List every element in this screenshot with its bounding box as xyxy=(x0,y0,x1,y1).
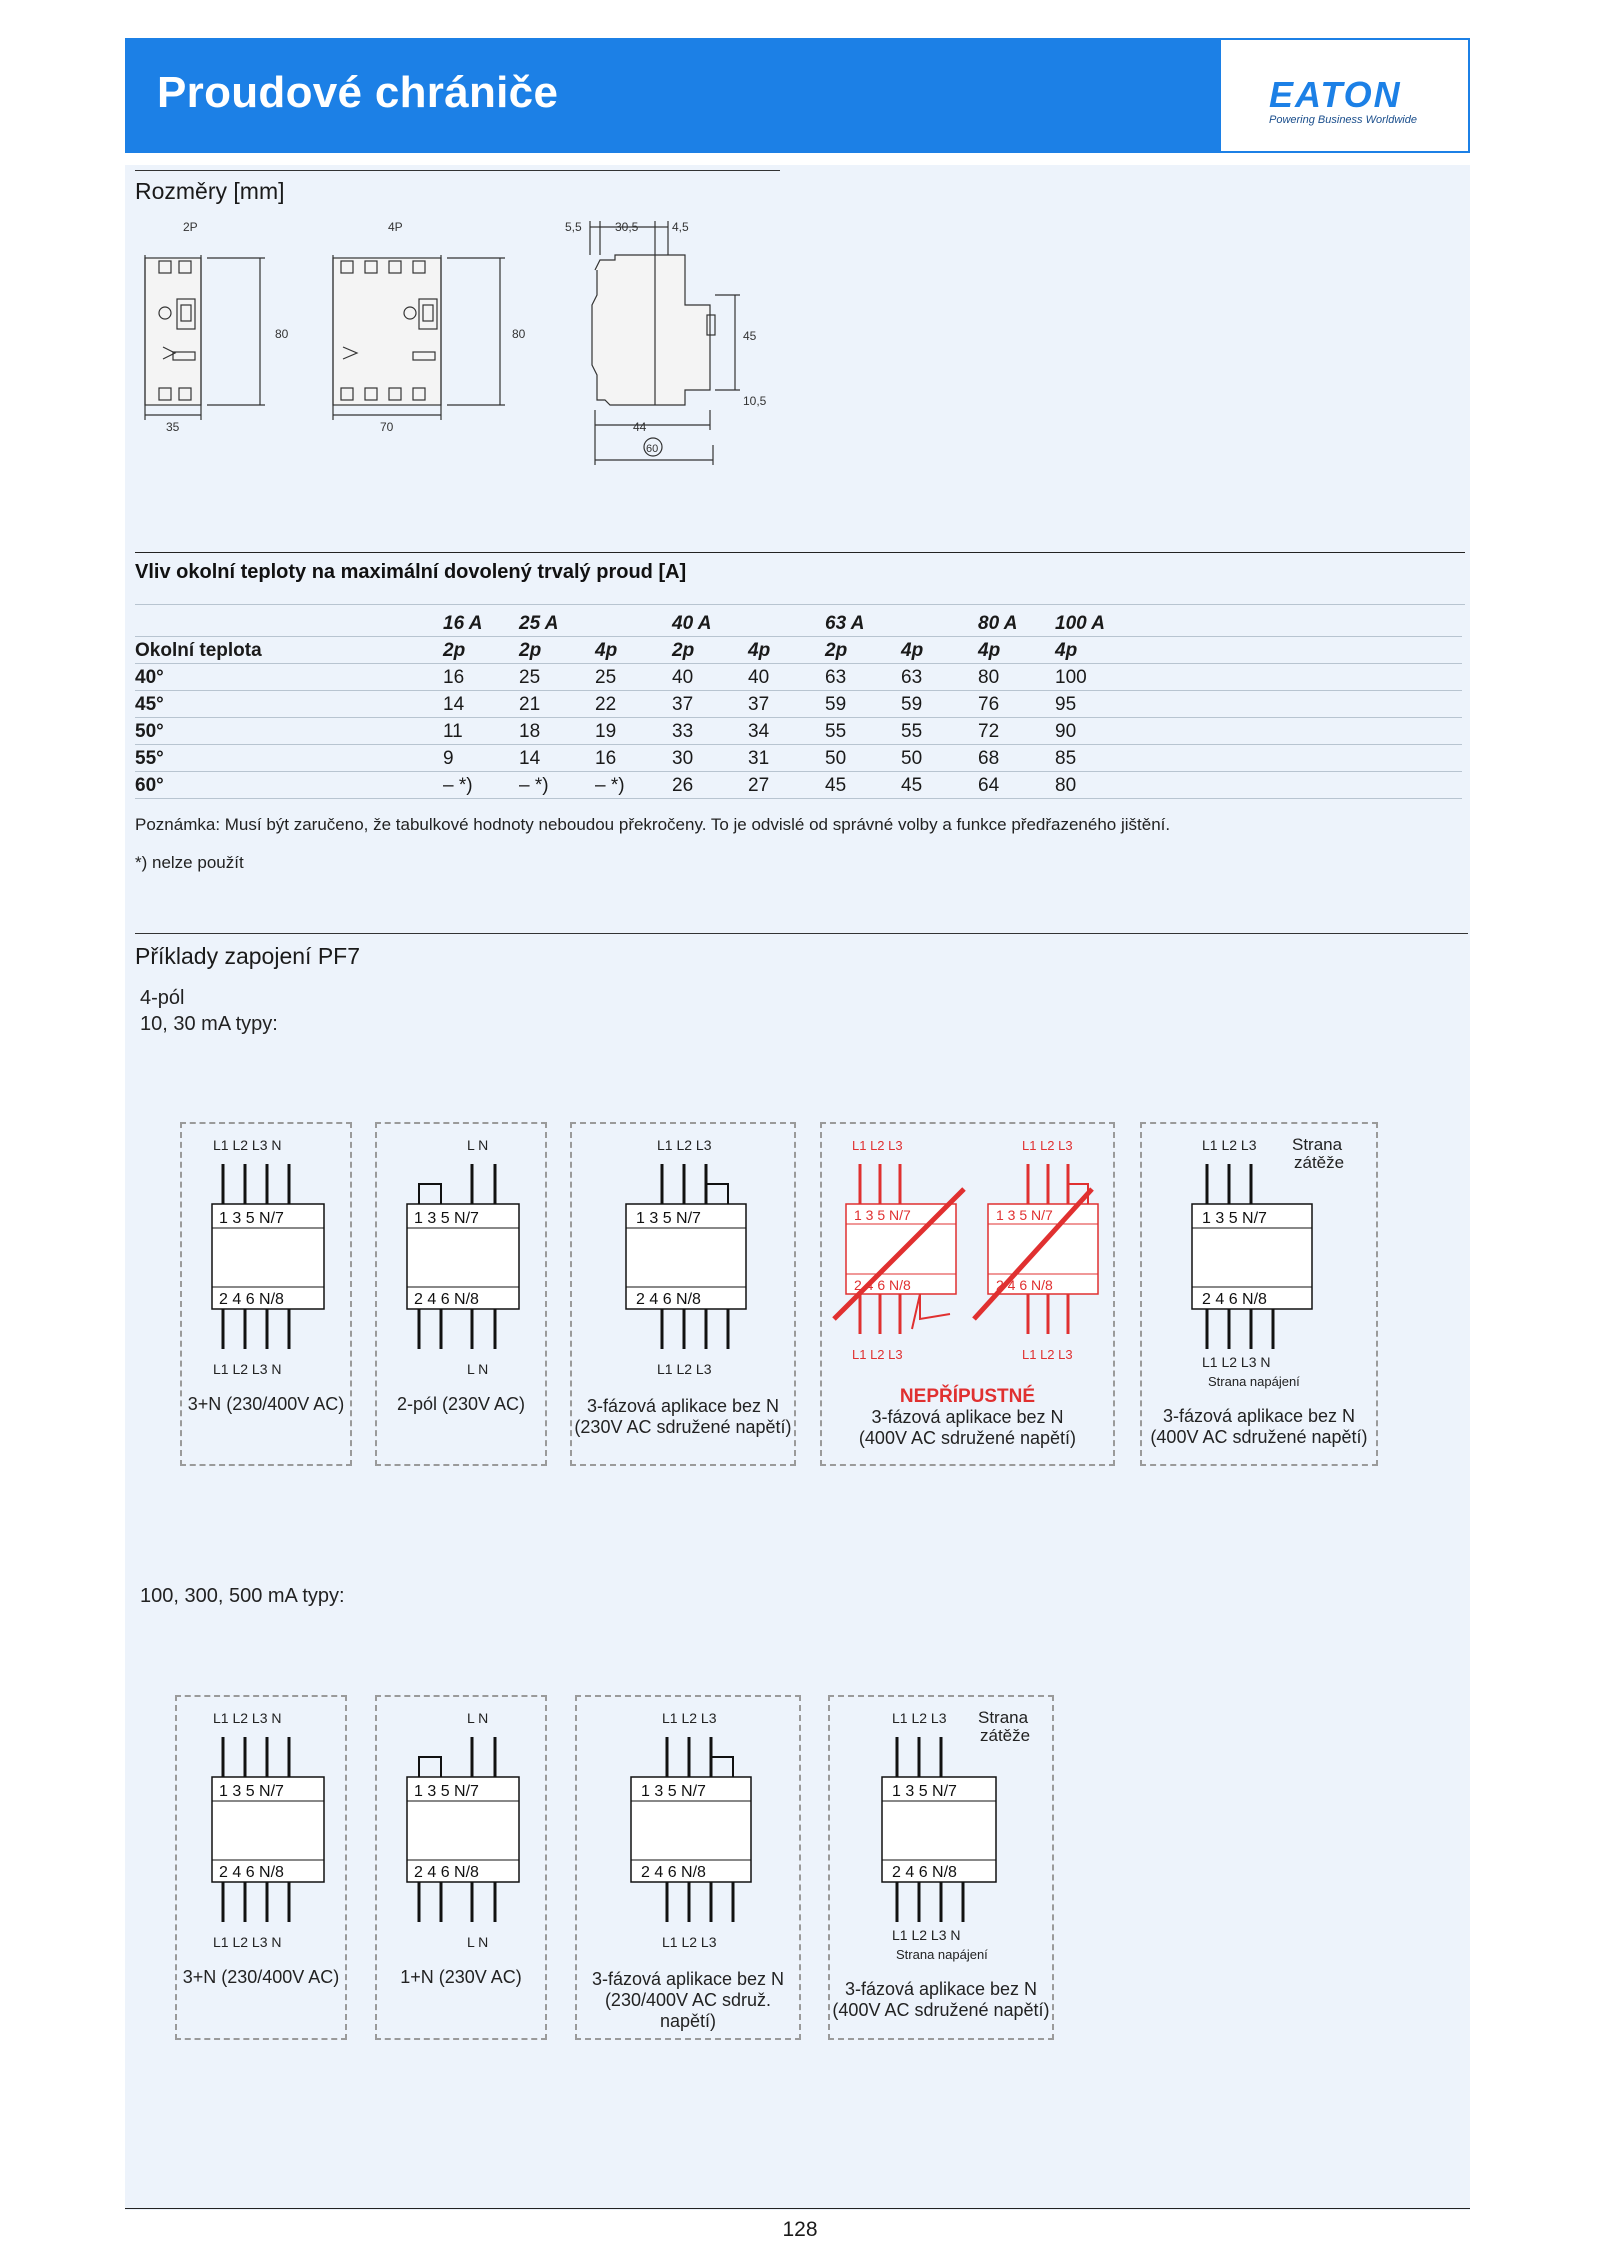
dim-label-4p: 4P xyxy=(388,220,403,234)
table-cell: 80 xyxy=(1055,775,1077,796)
table-cell: 55 xyxy=(901,721,923,742)
terminals-in: 1 3 5 N/7 xyxy=(636,1210,701,1227)
table-row xyxy=(135,664,1462,691)
table-row xyxy=(135,772,1462,799)
table-cell: – *) xyxy=(443,775,473,796)
table-row-header: Okolní teplota xyxy=(135,640,262,661)
table-cell: 72 xyxy=(978,721,1000,742)
terminals-out: 2 4 6 N/8 xyxy=(641,1864,706,1881)
section-divider xyxy=(135,170,780,171)
table-head-pole: 4p xyxy=(901,640,924,661)
dim-height-80-4p: 80 xyxy=(512,327,526,341)
table-cell: 64 xyxy=(978,775,1000,796)
terminal-label-top: L1 L2 L3 xyxy=(852,1138,903,1153)
table-row xyxy=(135,745,1462,772)
terminal-label-bottom: L1 L2 L3 xyxy=(662,1934,717,1950)
table-head-pole: 2p xyxy=(519,640,542,661)
diagram-caption: 3-fázová aplikace bez N xyxy=(871,1407,1064,1427)
page-title: Proudové chrániče xyxy=(157,68,559,117)
dim-side-60: 60 xyxy=(646,443,659,455)
table-head-pole: 2p xyxy=(825,640,848,661)
diagram-caption: 3+N (230/400V AC) xyxy=(182,1967,340,1987)
table-cell: 37 xyxy=(748,694,770,715)
diagram-caption: (230/400V AC sdruž. napětí) xyxy=(604,1990,772,2031)
table-cell: 40 xyxy=(672,667,694,688)
dim-side-55: 5,5 xyxy=(565,220,582,234)
table-head-pole: 2p xyxy=(443,640,466,661)
table-cell: 22 xyxy=(595,694,617,715)
terminals-in: 1 3 5 N/7 xyxy=(892,1783,957,1800)
table-cell: 16 xyxy=(443,667,465,688)
table-cell: 80 xyxy=(978,667,1000,688)
terminals-in: 1 3 5 N/7 xyxy=(219,1783,284,1800)
table-cell: 31 xyxy=(748,748,770,769)
table-cell: 25 xyxy=(519,667,541,688)
terminal-label-top: L1 L2 L3 xyxy=(1202,1137,1257,1153)
terminal-label-top: L1 L2 L3 xyxy=(892,1710,947,1726)
table-cell: 25 xyxy=(595,667,617,688)
load-side-label: Strana xyxy=(978,1708,1029,1727)
dim-side-45-top: 4,5 xyxy=(672,220,689,234)
dimensions-title: Rozměry [mm] xyxy=(135,178,285,204)
wiring-diagram xyxy=(375,1122,547,1466)
terminals-in: 1 3 5 N/7 xyxy=(414,1210,479,1227)
table-cell: 30 xyxy=(672,748,694,769)
table-row xyxy=(135,691,1462,718)
eaton-logo xyxy=(1221,40,1468,151)
wiring-diagram-forbidden xyxy=(820,1122,1115,1466)
wiring-diagram xyxy=(175,1695,347,2040)
table-footnote: *) nelze použít xyxy=(135,853,244,872)
examples-subtitle-10-30: 10, 30 mA typy: xyxy=(140,1013,278,1035)
terminal-label-top: L1 L2 L3 N xyxy=(213,1710,282,1726)
table-cell: 68 xyxy=(978,748,1000,769)
table-cell: – *) xyxy=(519,775,549,796)
table-head-pole: 2p xyxy=(672,640,695,661)
table-cell: 14 xyxy=(519,748,541,769)
terminals-in: 1 3 5 N/7 xyxy=(1202,1210,1267,1227)
table-cell: 100 xyxy=(1055,667,1087,688)
dim-side-44: 44 xyxy=(633,420,647,434)
terminal-label-top: L1 L2 L3 xyxy=(657,1137,712,1153)
load-side-label: zátěže xyxy=(980,1726,1031,1745)
terminals-out: 2 4 6 N/8 xyxy=(636,1291,701,1308)
table-cell: 40 xyxy=(748,667,770,688)
wiring-diagram xyxy=(180,1122,352,1466)
dim-width-70: 70 xyxy=(380,420,394,434)
diagram-caption: 3-fázová aplikace bez N xyxy=(1162,1406,1356,1426)
table-row-temp: 60° xyxy=(135,775,164,796)
terminal-label-bottom: L1 L2 L3 xyxy=(1022,1347,1073,1362)
terminals-out: 2 4 6 N/8 xyxy=(854,1277,911,1293)
table-row-temp: 45° xyxy=(135,694,164,715)
diagram-caption: 3-fázová aplikace bez N xyxy=(586,1396,780,1416)
terminals-in: 1 3 5 N/7 xyxy=(854,1207,911,1223)
section-divider xyxy=(135,552,1465,553)
terminals-out: 2 4 6 N/8 xyxy=(219,1864,284,1881)
wiring-diagram xyxy=(375,1695,547,2040)
table-head-pole: 4p xyxy=(595,640,618,661)
table-cell: 18 xyxy=(519,721,541,742)
diagram-caption: 3-fázová aplikace bez N xyxy=(844,1979,1038,1999)
table-top-rule xyxy=(135,604,1465,605)
terminal-label-bottom: L N xyxy=(467,1361,489,1377)
table-row xyxy=(135,718,1462,745)
terminals-in: 1 3 5 N/7 xyxy=(219,1210,284,1227)
terminal-label-top: L1 L2 L3 N xyxy=(213,1137,282,1153)
table-cell: 55 xyxy=(825,721,847,742)
table-cell: 34 xyxy=(748,721,770,742)
table-head-current: 80 A xyxy=(978,613,1018,634)
table-cell: 90 xyxy=(1055,721,1077,742)
terminal-label-bottom: L1 L2 L3 N xyxy=(892,1927,961,1943)
table-cell: 37 xyxy=(672,694,694,715)
forbidden-warning: NEPŘÍPUSTNÉ xyxy=(899,1386,1036,1407)
table-title: Vliv okolní teploty na maximální dovolený trvalý proud [A] xyxy=(135,561,687,583)
terminal-label-bottom: L1 L2 L3 N xyxy=(213,1361,282,1377)
load-side-label: zátěže xyxy=(1294,1153,1345,1172)
terminals-out: 2 4 6 N/8 xyxy=(414,1291,479,1308)
table-cell: 63 xyxy=(901,667,923,688)
terminal-label-top: L1 L2 L3 xyxy=(662,1710,717,1726)
wiring-diagram xyxy=(1140,1122,1378,1466)
terminal-label-bottom: L1 L2 L3 N xyxy=(213,1934,282,1950)
terminal-label-bottom: L1 L2 L3 xyxy=(852,1347,903,1362)
table-cell: 16 xyxy=(595,748,617,769)
examples-subtitle-poles: 4-pól xyxy=(140,987,185,1009)
dim-width-35: 35 xyxy=(166,420,180,434)
table-head-current: 16 A xyxy=(443,613,483,634)
terminal-label-top: L N xyxy=(467,1137,489,1153)
table-row-temp: 40° xyxy=(135,667,164,688)
dim-side-45: 45 xyxy=(743,329,757,343)
table-row-temp: 50° xyxy=(135,721,164,742)
terminal-label-top: L N xyxy=(467,1710,489,1726)
dim-height-80-2p: 80 xyxy=(275,327,289,341)
table-cell: 59 xyxy=(825,694,847,715)
table-head-pole: 4p xyxy=(978,640,1001,661)
wiring-diagram xyxy=(570,1122,796,1466)
dim-side-305: 30,5 xyxy=(615,220,639,234)
terminals-out: 2 4 6 N/8 xyxy=(996,1277,1053,1293)
logo-tagline: Powering Business Worldwide xyxy=(1269,114,1417,126)
table-row-temp: 55° xyxy=(135,748,164,769)
table-head-pole: 4p xyxy=(1055,640,1078,661)
diagram-caption: 3+N (230/400V AC) xyxy=(187,1394,345,1414)
diagram-caption: (230V AC sdružené napětí) xyxy=(574,1417,792,1437)
terminals-in: 1 3 5 N/7 xyxy=(414,1783,479,1800)
dim-side-105: 10,5 xyxy=(743,394,767,408)
wiring-diagram xyxy=(575,1695,801,2040)
table-cell: 95 xyxy=(1055,694,1077,715)
terminals-in: 1 3 5 N/7 xyxy=(996,1207,1053,1223)
table-cell: 27 xyxy=(748,775,770,796)
table-cell: 45 xyxy=(825,775,847,796)
dim-label-2p: 2P xyxy=(183,220,198,234)
terminals-out: 2 4 6 N/8 xyxy=(414,1864,479,1881)
table-cell: 11 xyxy=(443,721,463,742)
section-divider xyxy=(135,933,1468,934)
table-cell: 19 xyxy=(595,721,617,742)
dimensions-drawing xyxy=(135,215,775,465)
table-cell: 33 xyxy=(672,721,694,742)
terminals-out: 2 4 6 N/8 xyxy=(892,1864,957,1881)
table-head-pole: 4p xyxy=(748,640,771,661)
terminals-out: 2 4 6 N/8 xyxy=(1202,1291,1267,1308)
table-header-poles xyxy=(135,637,1462,664)
examples-title: Příklady zapojení PF7 xyxy=(135,943,361,969)
footer-rule xyxy=(125,2208,1470,2209)
diagram-caption: 1+N (230V AC) xyxy=(400,1967,522,1987)
examples-subtitle-100-500: 100, 300, 500 mA typy: xyxy=(140,1585,345,1607)
supply-side-label: Strana napájení xyxy=(896,1947,988,1962)
diagram-caption: (400V AC sdružené napětí) xyxy=(832,2000,1050,2020)
table-cell: 59 xyxy=(901,694,923,715)
table-cell: 85 xyxy=(1055,748,1077,769)
page-number: 128 xyxy=(782,2218,818,2241)
table-cell: 14 xyxy=(443,694,465,715)
terminals-in: 1 3 5 N/7 xyxy=(641,1783,706,1800)
table-head-current: 25 A xyxy=(519,613,559,634)
table-head-current: 100 A xyxy=(1055,613,1105,634)
table-header-currents xyxy=(135,610,1462,637)
table-cell: 26 xyxy=(672,775,694,796)
diagram-caption: 2-pól (230V AC) xyxy=(396,1394,526,1414)
logo-wordmark: EATON xyxy=(1269,74,1402,115)
terminal-label-bottom: L1 L2 L3 N xyxy=(1202,1354,1271,1370)
table-note: Poznámka: Musí být zaručeno, že tabulkové hodnoty neboudou překročeny. To je odvislé od správné volby a funkce předřazeného jištění. xyxy=(135,815,1171,834)
table-cell: 9 xyxy=(443,748,454,769)
diagram-caption: (400V AC sdružené napětí) xyxy=(1150,1427,1368,1447)
load-side-label: Strana xyxy=(1292,1135,1343,1154)
terminals-out: 2 4 6 N/8 xyxy=(219,1291,284,1308)
table-cell: 50 xyxy=(901,748,923,769)
table-cell: 50 xyxy=(825,748,847,769)
table-head-current: 40 A xyxy=(672,613,712,634)
table-head-current: 63 A xyxy=(825,613,865,634)
table-cell: – *) xyxy=(595,775,625,796)
terminal-label-top: L1 L2 L3 xyxy=(1022,1138,1073,1153)
diagram-caption: 3-fázová aplikace bez N xyxy=(591,1969,785,1989)
table-cell: 45 xyxy=(901,775,923,796)
page-header xyxy=(125,38,1470,153)
table-cell: 21 xyxy=(519,694,541,715)
table-cell: 76 xyxy=(978,694,1000,715)
diagram-caption: (400V AC sdružené napětí) xyxy=(858,1428,1077,1448)
table-cell: 63 xyxy=(825,667,847,688)
supply-side-label: Strana napájení xyxy=(1208,1374,1300,1389)
terminal-label-bottom: L N xyxy=(467,1934,489,1950)
wiring-diagram xyxy=(828,1695,1054,2040)
terminal-label-bottom: L1 L2 L3 xyxy=(657,1361,712,1377)
